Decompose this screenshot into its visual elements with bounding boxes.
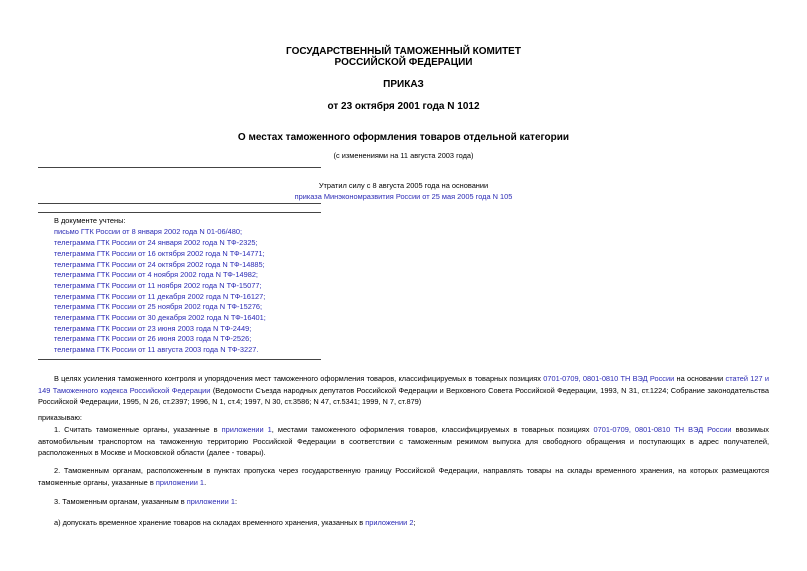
text: ввозимых автомобильным транспортом на таможенную территорию Российской Федерации в соответствии с таможенным режимом выпуска для свободного обращения и поступающих в адрес получателей, расположенных в Москве и Московской области (далее - товары).	[38, 425, 769, 457]
text: 2. Таможенным органам, расположенным в пунктах пропуска через государственную границу Российской Федерации, направлять товары на склады временного хранения, на которых размещаются таможенные органы, указанные в	[38, 466, 769, 487]
invalid-note: Утратил силу с 8 августа 2005 года на основании	[318, 181, 489, 190]
link-appendix-1[interactable]: приложении 1	[155, 477, 205, 487]
text: а) допускать временное хранение товаров на складах временного хранения, указанных в	[54, 518, 366, 527]
considered-item[interactable]: телеграмма ГТК России от 23 июня 2003 года N ТФ-2449;	[54, 324, 252, 333]
link-tnved[interactable]: 0701-0709, 0801-0810 ТН ВЭД России	[543, 374, 675, 383]
paragraph-preamble	[38, 373, 769, 408]
link-tnved[interactable]: 0701-0709, 0801-0810 ТН ВЭД России	[593, 425, 732, 434]
org-line-1: ГОСУДАРСТВЕННЫЙ ТАМОЖЕННЫЙ КОМИТЕТ	[286, 46, 521, 57]
divider	[38, 212, 321, 213]
considered-item[interactable]: письмо ГТК России от 8 января 2002 года N 01-06/480;	[54, 227, 243, 236]
considered-item[interactable]: телеграмма ГТК России от 11 ноября 2002 года N ТФ-15077;	[54, 281, 262, 290]
paragraph-3a	[38, 517, 769, 529]
text: .	[204, 477, 207, 487]
link-appendix-2[interactable]: приложении 2	[365, 518, 414, 527]
link-appendix-1[interactable]: приложении 1	[221, 425, 272, 434]
considered-item[interactable]: телеграмма ГТК России от 25 ноября 2002 года N ТФ-15276;	[54, 302, 263, 311]
org-line-2: РОССИЙСКОЙ ФЕДЕРАЦИИ	[334, 57, 473, 68]
paragraph-2	[38, 465, 769, 488]
considered-item[interactable]: телеграмма ГТК России от 30 декабря 2002 года N ТФ-16401;	[54, 313, 266, 322]
divider	[38, 167, 321, 168]
doc-title: О местах таможенного оформления товаров отдельной категории	[237, 132, 570, 143]
link-customs-code[interactable]: статей 127 и 149 Таможенного кодекса Российской Федерации	[38, 374, 769, 395]
considered-heading: В документе учтены:	[54, 216, 126, 225]
considered-item[interactable]: телеграмма ГТК России от 11 августа 2003 года N ТФ-3227.	[54, 345, 259, 354]
text: 1. Считать таможенные органы, указанные в	[54, 425, 222, 434]
link-appendix-1[interactable]: приложении 1	[186, 497, 235, 506]
divider	[38, 203, 321, 204]
doc-type: ПРИКАЗ	[383, 79, 424, 90]
text: (Ведомости Съезда народных депутатов Российской Федерации и Верховного Совета Российской Федерации, 1993, N 31, ст.1224; Собрание законодательства Российской Федерации, 1995, N 26, ст.2397; 1996, N 1, ст.4; 1997, N 30, ст.3586; N 47, ст.5341; 1999, N 7, ст.879)	[38, 385, 769, 406]
doc-date: от 23 октября 2001 года N 1012	[327, 101, 480, 112]
considered-item[interactable]: телеграмма ГТК России от 24 октября 2002 года N ТФ-14885;	[54, 260, 265, 269]
considered-item[interactable]: телеграмма ГТК России от 24 января 2002 года N ТФ-2325;	[54, 238, 258, 247]
considered-item[interactable]: телеграмма ГТК России от 16 октября 2002 года N ТФ-14771;	[54, 249, 265, 258]
paragraph-3	[38, 496, 769, 508]
text: ;	[413, 518, 416, 527]
amended-note: (с изменениями на 11 августа 2003 года)	[333, 151, 474, 160]
text: В целях усиления таможенного контроля и упорядочения мест таможенного оформления товаров, классифицируемых в товарных позициях	[54, 374, 544, 383]
order-word: приказываю:	[38, 413, 82, 422]
divider	[38, 359, 321, 360]
invalid-note-link[interactable]: приказа Минэкономразвития России от 25 мая 2005 года N 105	[294, 192, 513, 201]
considered-item[interactable]: телеграмма ГТК России от 4 ноября 2002 года N ТФ-14982;	[54, 270, 258, 279]
paragraph-1	[38, 424, 769, 459]
text: , местами таможенного оформления товаров, классифицируемых в товарных позициях	[271, 425, 594, 434]
text: :	[234, 497, 238, 506]
considered-item[interactable]: телеграмма ГТК России от 26 июня 2003 года N ТФ-2526;	[54, 334, 252, 343]
considered-item[interactable]: телеграмма ГТК России от 11 декабря 2002 года N ТФ-16127;	[54, 292, 266, 301]
text: на основании	[674, 374, 726, 383]
text: 3. Таможенным органам, указанным в	[54, 497, 187, 506]
